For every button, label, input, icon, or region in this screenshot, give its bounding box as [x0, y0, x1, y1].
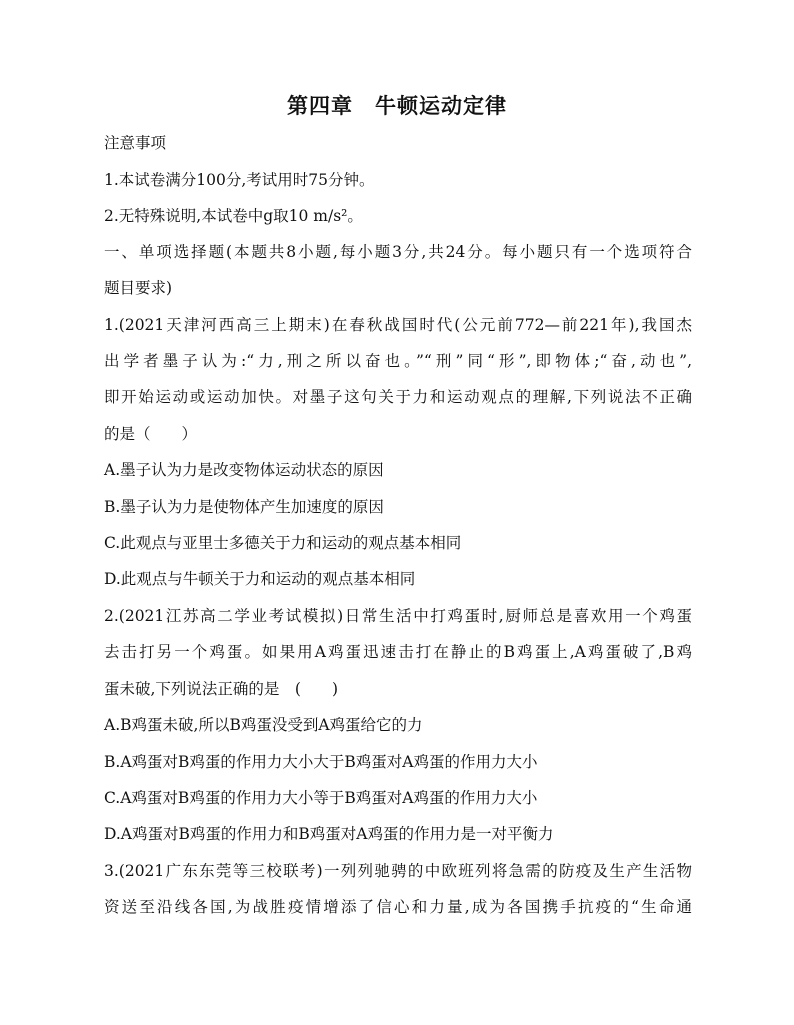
- question-1-option-a: A.墨子认为力是改变物体运动状态的原因: [104, 461, 384, 479]
- question-2-option-d: D.A鸡蛋对B鸡蛋的作用力和B鸡蛋对A鸡蛋的作用力是一对平衡力: [104, 825, 554, 843]
- question-1-option-c: C.此观点与亚里士多德关于力和运动的观点基本相同: [104, 534, 462, 552]
- notice-item-2: 2.无特殊说明,本试卷中g取10 m/s²。: [104, 207, 363, 225]
- question-3-stem-line-1: 3.(2021广东东莞等三校联考)一列列驰骋的中欧班列将急需的防疫及生产生活物: [104, 862, 692, 880]
- notice-item-1: 1.本试卷满分100分,考试用时75分钟。: [104, 171, 375, 189]
- question-1-option-d: D.此观点与牛顿关于力和运动的观点基本相同: [104, 570, 416, 588]
- section-heading-line-1: 一、单项选择题(本题共8小题,每小题3分,共24分。每小题只有一个选项符合: [104, 243, 692, 261]
- question-2-option-b: B.A鸡蛋对B鸡蛋的作用力大小大于B鸡蛋对A鸡蛋的作用力大小: [104, 753, 538, 771]
- question-1-stem-line-3: 即开始运动或运动加快。对墨子这句关于力和运动观点的理解,下列说法不正确: [104, 388, 692, 406]
- question-2-stem-line-2: 去击打另一个鸡蛋。如果用A鸡蛋迅速击打在静止的B鸡蛋上,A鸡蛋破了,B鸡: [104, 643, 692, 661]
- question-1-option-b: B.墨子认为力是使物体产生加速度的原因: [104, 498, 384, 516]
- question-1-stem-line-1: 1.(2021天津河西高三上期末)在春秋战国时代(公元前772—前221年),我国杰: [104, 316, 692, 334]
- question-3-stem-line-2: 资送至沿线各国,为战胜疫情增添了信心和力量,成为各国携手抗疫的“生命通: [104, 898, 692, 916]
- chapter-title: 第四章 牛顿运动定律: [287, 94, 507, 118]
- question-2-stem-line-3: 蛋未破,下列说法正确的是 ( ): [104, 680, 339, 698]
- question-1-stem-line-4: 的是（ ）: [104, 425, 198, 443]
- section-heading-line-2: 题目要求): [104, 279, 173, 297]
- question-2-stem-line-1: 2.(2021江苏高二学业考试模拟)日常生活中打鸡蛋时,厨师总是喜欢用一个鸡蛋: [104, 607, 692, 625]
- question-2-option-c: C.A鸡蛋对B鸡蛋的作用力大小等于B鸡蛋对A鸡蛋的作用力大小: [104, 789, 538, 807]
- question-1-stem-line-2: 出学者墨子认为:“力,刑之所以奋也。”“刑”同“形”,即物体;“奋,动也”,: [104, 352, 692, 370]
- question-2-option-a: A.B鸡蛋未破,所以B鸡蛋没受到A鸡蛋给它的力: [104, 716, 423, 734]
- notice-heading: 注意事项: [104, 134, 167, 152]
